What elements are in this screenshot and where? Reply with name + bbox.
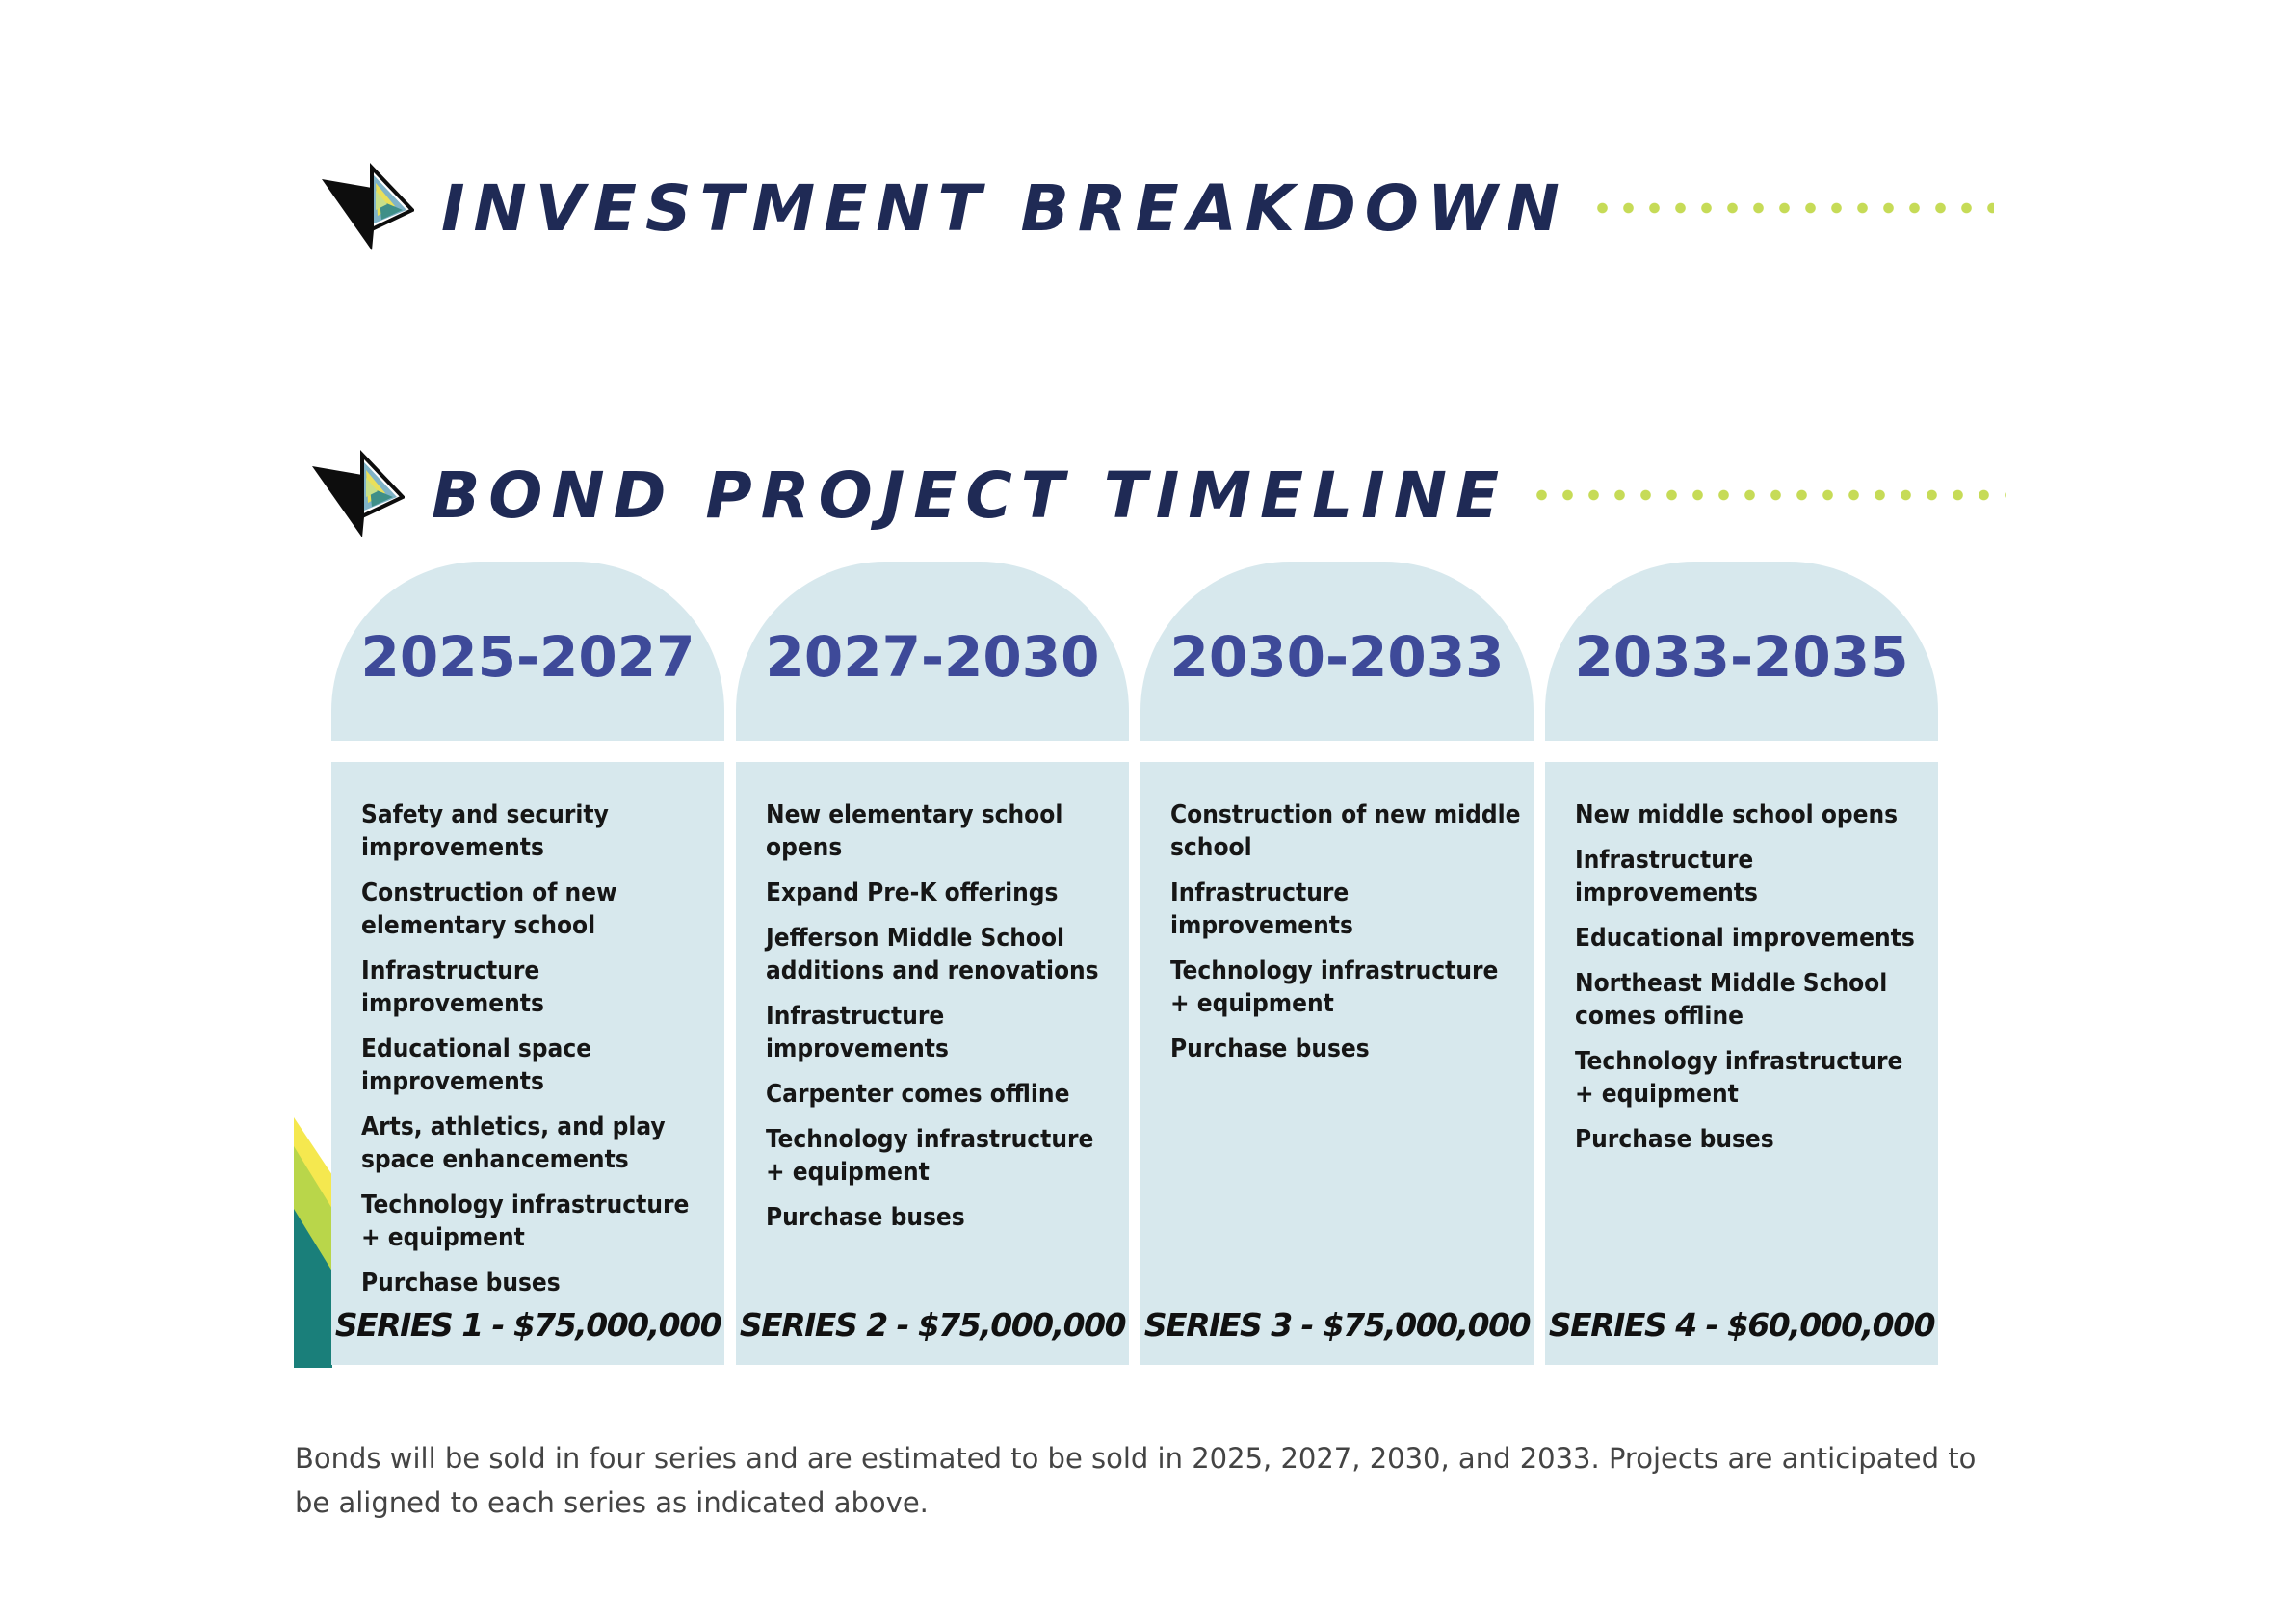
timeline-column xyxy=(1140,562,1534,1365)
year-range: 2033-2035 xyxy=(1574,624,1909,690)
list-item: Technology infrastructure + equipment xyxy=(361,1191,690,1252)
investment-breakdown-heading xyxy=(318,162,1994,254)
list-item: Infrastructure improvements xyxy=(766,1002,949,1063)
list-item: Arts, athletics, and play space enhancements xyxy=(361,1113,666,1174)
decorative-stripes xyxy=(294,1117,332,1368)
list-item: Carpenter comes offline xyxy=(766,1080,1070,1109)
list-item: Technology infrastructure + equipment xyxy=(766,1125,1094,1187)
list-item: New elementary school opens xyxy=(766,800,1063,862)
column-body xyxy=(1545,762,1938,1365)
list-item: Expand Pre-K offerings xyxy=(766,878,1059,907)
column-body xyxy=(331,762,724,1365)
project-list xyxy=(1575,799,1928,1156)
bond-timeline-title: BOND PROJECT TIMELINE xyxy=(432,458,1508,533)
list-item: Construction of new middle school xyxy=(1170,800,1521,862)
list-item: Purchase buses xyxy=(1170,1035,1370,1063)
series-amount: SERIES 4 - $60,000,000 xyxy=(1548,1306,1935,1344)
series-amount: SERIES 3 - $75,000,000 xyxy=(1143,1306,1531,1344)
arrow-logo-icon xyxy=(308,449,405,541)
timeline-column xyxy=(331,562,724,1365)
list-item: Safety and security improvements xyxy=(361,800,609,862)
list-item: Northeast Middle School comes offline xyxy=(1575,969,1888,1031)
list-item: Infrastructure improvements xyxy=(361,956,544,1018)
column-header xyxy=(1545,562,1938,741)
investment-breakdown-title: INVESTMENT BREAKDOWN xyxy=(441,170,1568,246)
list-item: Educational improvements xyxy=(1575,924,1915,953)
arrow-logo-icon xyxy=(318,162,414,254)
list-item: Purchase buses xyxy=(766,1203,965,1232)
year-range: 2025-2027 xyxy=(360,624,695,690)
column-header xyxy=(331,562,724,741)
list-item: Purchase buses xyxy=(361,1269,561,1297)
timeline-column xyxy=(736,562,1129,1365)
dotted-divider xyxy=(1529,489,2006,501)
bond-timeline-heading xyxy=(308,449,2006,541)
column-body xyxy=(736,762,1129,1365)
timeline-columns xyxy=(331,562,1938,1365)
timeline-column xyxy=(1545,562,1938,1365)
column-header xyxy=(1140,562,1534,741)
dotted-divider xyxy=(1589,202,1994,214)
series-amount: SERIES 2 - $75,000,000 xyxy=(739,1306,1126,1344)
list-item: Technology infrastructure + equipment xyxy=(1575,1047,1903,1109)
list-item: Technology infrastructure + equipment xyxy=(1170,956,1499,1018)
column-body xyxy=(1140,762,1534,1365)
footnote-text: Bonds will be sold in four series and are estimated to be sold in 2025, 2027, 2030, and 2033. Projects are anticipated to be aligned to each series as indicated above. xyxy=(295,1442,1977,1519)
project-list xyxy=(766,799,1119,1234)
year-range: 2030-2033 xyxy=(1169,624,1505,690)
series-amount: SERIES 1 - $75,000,000 xyxy=(334,1306,721,1344)
project-list xyxy=(1170,799,1524,1065)
list-item: Construction of new elementary school xyxy=(361,878,617,940)
list-item: Infrastructure improvements xyxy=(1170,878,1353,940)
list-item: Jefferson Middle School additions and renovations xyxy=(766,924,1099,985)
project-list xyxy=(361,799,715,1299)
year-range: 2027-2030 xyxy=(765,624,1100,690)
column-header xyxy=(736,562,1129,741)
list-item: Educational space improvements xyxy=(361,1035,592,1096)
list-item: New middle school opens xyxy=(1575,800,1899,829)
list-item: Purchase buses xyxy=(1575,1125,1774,1154)
list-item: Infrastructure improvements xyxy=(1575,846,1758,907)
